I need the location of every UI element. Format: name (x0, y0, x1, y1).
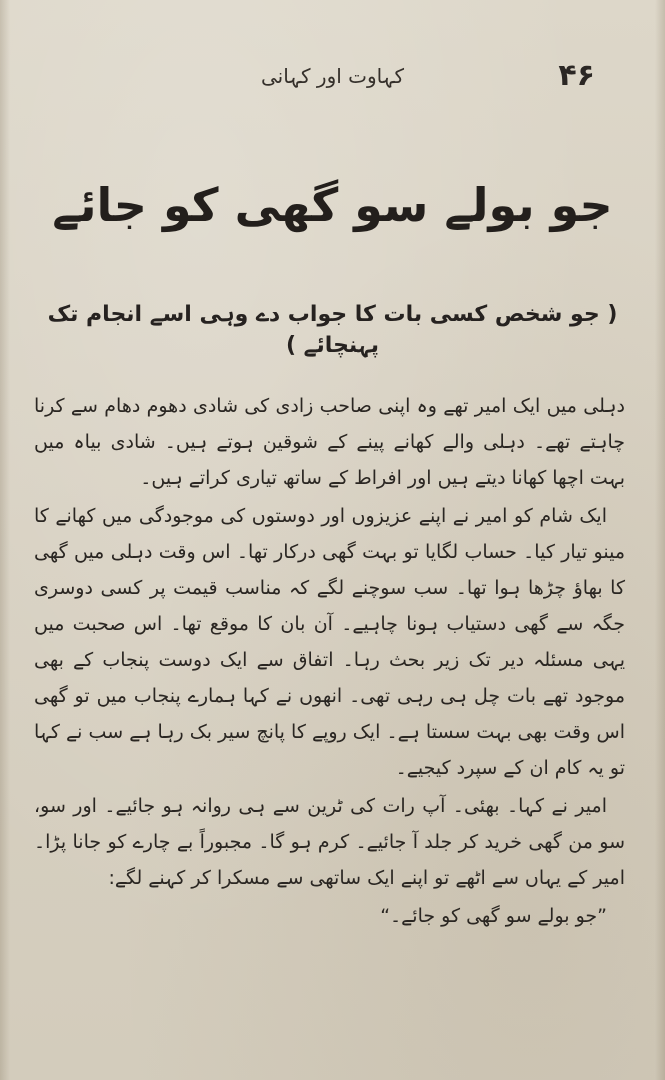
running-head: کہاوت اور کہانی (261, 64, 404, 88)
story-title: جو بولے سو گھی کو جائے (52, 178, 613, 232)
story-subtitle: ( جو شخص کسی بات کا جواب دے وہی اسے انجام تک پہنچائے ) (47, 302, 618, 358)
page-edge-shadow-right (655, 0, 665, 1080)
story-body (34, 388, 625, 1050)
paragraph-3: امیر نے کہا۔ بھئی۔ آپ رات کی ٹرین سے ہی روانہ ہو جائیے۔ اور سو، سو من گھی خرید کر جلد آ جائیے۔ کرم ہو گا۔ مجبوراً بے چارے کو جانا پڑا۔ امیر کے یہاں سے اٹھے تو اپنے ایک ساتھی سے مسکرا کر کہنے لگے: (34, 795, 625, 889)
page-number: ۴۶ (558, 58, 595, 93)
page-header (70, 58, 595, 98)
page-edge-shadow-left (0, 0, 10, 1080)
paragraph-2: ایک شام کو امیر نے اپنے عزیزوں اور دوستوں کی موجودگی میں کھانے کا مینو تیار کیا۔ حساب لگایا تو بہت گھی درکار تھا۔ اس وقت دہلی میں گھی کا بھاؤ چڑھا ہوا تھا۔ سب سوچنے لگے کہ مناسب قیمت پر کسی دوسری جگہ سے گھی دستیاب ہونا چاہیے۔ آن بان کا موقع تھا۔ اس صحبت میں یہی مسئلہ دیر تک زیر بحث رہا۔ اتفاق سے ایک دوست پنجاب کے بھی موجود تھے بات چل ہی رہی تھی۔ انھوں نے کہا ہمارے پنجاب میں تو گھی اس وقت بھی بہت سستا ہے۔ ایک روپے کا پانچ سیر بک رہا ہے سب نے کہا تو یہ کام ان کے سپرد کیجیے۔ (34, 505, 625, 779)
paragraph-1: دہلی میں ایک امیر تھے وہ اپنی صاحب زادی کی شادی دھوم دھام سے کرنا چاہتے تھے۔ دہلی والے کھانے پینے کے شوقین ہوتے ہیں۔ شادی بیاہ میں بہت اچھا کھانا دیتے ہیں اور افراط کے ساتھ تیاری کراتے ہیں۔ (34, 395, 625, 489)
closing-quote: ”جو بولے سو گھی کو جائے۔“ (380, 905, 607, 927)
